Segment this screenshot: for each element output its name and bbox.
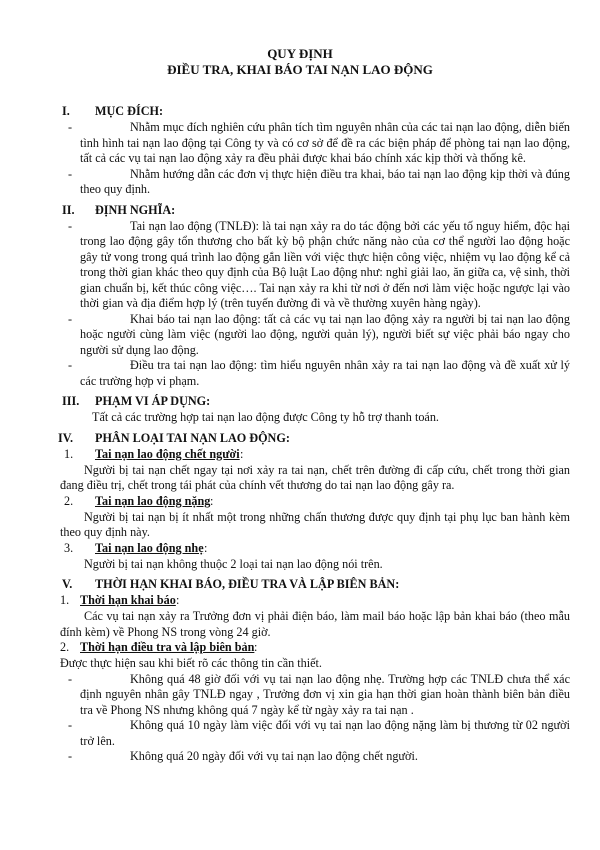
subsection-number: 1. xyxy=(60,593,70,607)
subsection-heading xyxy=(0,541,600,557)
subsection-heading xyxy=(0,494,600,510)
bullet-dash: - xyxy=(68,166,73,181)
item-text: Nhằm mục đích nghiên cứu phân tích tìm nguyên nhân của các tai nạn lao động, diễn biến tình hình tai nạn lao động tại Công ty và có cơ sở để đề ra các biện pháp để phòng tai nạn lao động, tất cả các vụ tai nạn lao động xảy ra đều phải được khai báo chính xác kịp thời và thống kê. xyxy=(80,120,570,165)
list-item xyxy=(0,749,600,765)
section-heading xyxy=(0,577,600,593)
section-heading xyxy=(0,104,600,120)
section-heading xyxy=(0,394,600,410)
bullet-dash: - xyxy=(68,749,73,763)
subsection-heading xyxy=(0,593,600,609)
list-item xyxy=(0,219,600,312)
section-title: PHÂN LOẠI TAI NẠN LAO ĐỘNG: xyxy=(95,430,290,445)
section-title: ĐỊNH NGHĨA: xyxy=(95,202,176,217)
document-subtitle: ĐIỀU TRA, KHAI BÁO TAI NẠN LAO ĐỘNG xyxy=(167,62,433,77)
bullet-dash: - xyxy=(68,120,73,134)
subsection-text: Người bị tai nạn không thuộc 2 loại tai nạn lao động nói trên. xyxy=(84,556,383,571)
section-number: I. xyxy=(62,104,70,118)
subsection-colon: : xyxy=(176,593,180,607)
subsection-text: Người bị tai nạn chết ngay tại nơi xảy ra tai nạn, chết trên đường đi cấp cứu, chết trong thời gian đang điều trị, chết trong tái phát của chính vết thương do tai nạn lao động gây ra. xyxy=(60,462,570,492)
subsection-title: Tai nạn lao động chết người xyxy=(95,446,240,461)
subsection-title: Thời hạn khai báo xyxy=(80,593,176,607)
list-item xyxy=(0,718,600,749)
subsection-title: Thời hạn điều tra và lập biên bản xyxy=(80,640,255,654)
subsection-number: 1. xyxy=(64,446,74,461)
subsection-title: Tai nạn lao động nặng xyxy=(95,493,211,508)
subsection-text: Các vụ tai nạn xảy ra Trưởng đơn vị phải điện báo, làm mail báo hoặc lập bản khai báo (theo mẫu đính kèm) về Phong NS trong vòng 24 giờ. xyxy=(60,609,570,639)
subsection-number: 2. xyxy=(64,493,74,508)
list-item xyxy=(0,358,600,389)
bullet-dash: - xyxy=(68,358,73,372)
bullet-dash: - xyxy=(68,311,73,326)
subsection-heading xyxy=(0,640,600,656)
bullet-dash: - xyxy=(68,671,73,686)
subsection-colon: : xyxy=(254,640,258,654)
section-heading xyxy=(0,203,600,219)
section-heading xyxy=(0,431,600,447)
subsection-number: 2. xyxy=(60,640,70,654)
section-title: PHẠM VI ÁP DỤNG: xyxy=(95,394,211,408)
subsection-heading xyxy=(0,447,600,463)
item-text: Nhằm hướng dẫn các đơn vị thực hiện điều tra khai, báo tai nạn lao động kịp thời và đúng theo quy định. xyxy=(80,166,570,196)
document-title: QUY ĐỊNH xyxy=(267,46,333,61)
subsection-text: Người bị tai nạn bị ít nhất một trong những chấn thương được quy định tại phụ lục ban hành kèm theo quy định này. xyxy=(60,509,570,539)
section-title: THỜI HẠN KHAI BÁO, ĐIỀU TRA VÀ LẬP BIÊN BẢN: xyxy=(95,577,400,591)
item-text: Không quá 20 ngày đối với vụ tai nạn lao động chết người. xyxy=(130,749,418,763)
subsection-number: 3. xyxy=(64,540,74,555)
list-item xyxy=(0,120,600,167)
item-text: Không quá 10 ngày làm việc đối với vụ tai nạn lao động nặng làm bị thương từ 02 người trở lên. xyxy=(80,718,570,748)
bullet-dash: - xyxy=(68,718,73,732)
section-title: MỤC ĐÍCH: xyxy=(95,104,164,118)
section-number: V. xyxy=(62,577,73,591)
list-item xyxy=(0,312,600,359)
subsection-text: Được thực hiện sau khi biết rõ các thông tin cần thiết. xyxy=(60,656,322,670)
section-number: IV. xyxy=(58,430,74,445)
item-text: Điều tra tai nạn lao động: tìm hiểu nguyên nhân xảy ra tai nạn lao động và đề xuất xử lý các trường hợp vi phạm. xyxy=(80,358,570,388)
subsection-colon: : xyxy=(240,446,244,461)
section-number: II. xyxy=(62,202,75,217)
section-number: III. xyxy=(62,394,80,408)
item-text: Khai báo tai nạn lao động: tất cả các vụ tai nạn lao động xảy ra người bị tai nạn lao động hoặc người cùng làm việc (người lao động, người quản lý), người biết sự việc phải báo ngay cho người sử dụng lao động. xyxy=(80,311,570,357)
item-text: Không quá 48 giờ đối với vụ tai nạn lao động nhẹ. Trường hợp các TNLĐ chưa thể xác định nguyên nhân gây TNLĐ ngay , Trưởng đơn vị xin gia hạn thời gian hoàn thành biên bản điều tra về Phong NS nhưng không quá 7 ngày kể từ ngày xảy ra tai nạn . xyxy=(80,671,570,717)
list-item xyxy=(0,672,600,719)
list-item xyxy=(0,167,600,198)
subsection-title: Tai nạn lao động nhẹ xyxy=(95,540,204,555)
document-body xyxy=(0,104,600,765)
item-text: Tai nạn lao động (TNLĐ): là tai nạn xảy ra do tác động bởi các yếu tố nguy hiểm, độc hại trong lao động gây tổn thương cho bất kỳ bộ phận chức năng nào của cơ thể người lao động hoặc gây tử vong trong quá trình lao động gắn liền với việc thực hiện công việc, nhiệm vụ lao động kể cả trong thời gian khác theo quy định của Bộ luật Lao động như: nghỉ giải lao, ăn giữa ca, vệ sinh, thời gian chuẩn bị, kết thúc công việc…. Tai nạn xảy ra khi từ nơi ở đến nơi làm việc hoặc ngược lại vào thời gian và địa điểm hợp lý (trên tuyến đường đi và về thường xuyên hàng ngày). xyxy=(80,218,570,310)
subsection-colon: : xyxy=(204,540,208,555)
section-text: Tất cả các trường hợp tai nạn lao động được Công ty hỗ trợ thanh toán. xyxy=(92,410,439,424)
bullet-dash: - xyxy=(68,218,73,233)
subsection-colon: : xyxy=(210,493,214,508)
